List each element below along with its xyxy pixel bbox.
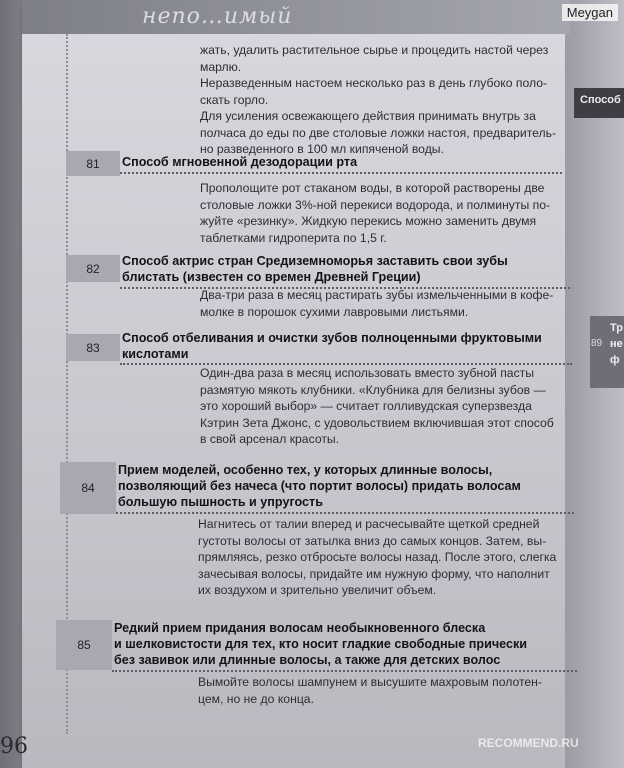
user-tag: Meygan	[562, 4, 618, 21]
entry-rule	[112, 670, 577, 672]
entry-body-84	[198, 516, 573, 599]
title-line: позволяющий без начеса (что портит волосы) придать волосам	[118, 479, 521, 493]
title-line: Способ мгновенной дезодорации рта	[122, 155, 358, 169]
text-line: Два-три раза в месяц растирать зубы измельченными в кофе-	[200, 288, 554, 302]
running-title: непо…имый	[142, 4, 293, 29]
title-line: Прием моделей, особенно тех, у которых длинные волосы,	[118, 463, 493, 477]
text-line: Прополощите рот стаканом воды, в которой растворены две	[200, 181, 545, 195]
right-page-letters: не	[610, 338, 623, 350]
entry-title-84	[118, 462, 573, 510]
entry-title-83	[122, 330, 570, 362]
text-line: столовые ложки 3%-ной перекиси водорода, и полминуты по-	[200, 197, 551, 212]
entry-body-82	[200, 287, 565, 320]
watermark: RECOMMEND.RU	[478, 736, 579, 750]
right-page-letters: ф	[610, 354, 620, 366]
entry-body-85	[198, 674, 576, 707]
title-line: кислотами	[122, 347, 189, 361]
title-line: Способ актрис стран Средиземноморья заставить свои зубы	[122, 254, 508, 268]
text-line: Кэтрин Зета Джонс, с удовольствием включившая этот способ	[200, 415, 554, 430]
running-header	[22, 0, 570, 34]
text-line: молке в порошок сухими лавровыми листьями.	[200, 304, 469, 319]
text-line: жуйте «резинку». Жидкую перекись можно заменить двумя	[200, 214, 537, 228]
text-line: скать горло.	[200, 92, 269, 107]
text-line: но разведенного в 100 мл кипяченой воды.	[200, 142, 444, 156]
text-line: густоты волосы от затылка вниз до самых концов. Затем, вы-	[198, 533, 547, 548]
title-line: Способ отбеливания и очистки зубов полноценными фруктовыми	[122, 331, 542, 345]
entry-title-81	[122, 154, 562, 170]
text-line: Вымойте волосы шампунем и высушите махровым полотен-	[198, 675, 542, 689]
right-page-number: 89	[591, 338, 603, 349]
text-line: Неразведенным настоем несколько раз в день глубоко поло-	[200, 76, 548, 90]
title-line: блистать (известен со времен Древней Греции)	[122, 270, 421, 284]
title-line: большую пышность и упругость	[118, 495, 323, 509]
entry-body-81	[200, 180, 562, 246]
text-line: Один-два раза в месяц использовать вместо зубной пасты	[200, 366, 535, 380]
text-line: в свой арсенал красоты.	[200, 432, 340, 446]
text-line: жать, удалить растительное сырье и процедить настой через	[200, 43, 549, 57]
text-line: марлю.	[200, 59, 242, 74]
text-line: Для усиления освежающего действия принимать внутрь за	[200, 109, 536, 123]
title-line: Редкий прием придания волосам необыкновенного блеска	[114, 621, 486, 635]
right-page-tab: Способ	[574, 88, 624, 118]
text-line: их воздухом и зрительно увеличит объем.	[198, 583, 437, 597]
entry-rule	[116, 512, 574, 514]
text-line: таблетками гидроперита по 1,5 г.	[200, 230, 387, 245]
right-page-letters: Тр	[610, 322, 624, 334]
intro-paragraph	[200, 42, 560, 158]
entry-number-81: 81	[66, 151, 120, 176]
entry-body-83	[200, 365, 570, 448]
text-line: размятую мякоть клубники. «Клубника для белизны зубов —	[200, 382, 546, 397]
text-line: цем, но не до конца.	[198, 691, 314, 706]
entry-number-85: 85	[56, 620, 112, 670]
text-line: зачесывая волосы, придайте им нужную форму, что наполнит	[198, 566, 550, 581]
entry-title-82	[122, 253, 567, 285]
title-line: без завивок или длинные волосы, а также для детских волос	[114, 653, 501, 667]
entry-rule	[120, 172, 562, 174]
page-number: 96	[0, 734, 28, 759]
entry-number-83: 83	[66, 334, 120, 361]
entry-title-85	[114, 620, 576, 668]
text-line: это хороший выбор» — считает голливудская суперзвезда	[200, 399, 532, 413]
title-line: и шелковистости для тех, кто носит гладкие свободные прически	[114, 637, 528, 651]
text-line: полчаса до еды по две столовые ложки настоя, предваритель-	[200, 125, 557, 140]
text-line: Нагнитесь от талии вперед и расчесывайте щеткой средней	[198, 517, 540, 531]
entry-number-84: 84	[60, 462, 116, 514]
text-line: прямляясь, резко отбросьте волосы назад. После этого, слегка	[198, 550, 557, 564]
entry-number-82: 82	[66, 255, 120, 282]
